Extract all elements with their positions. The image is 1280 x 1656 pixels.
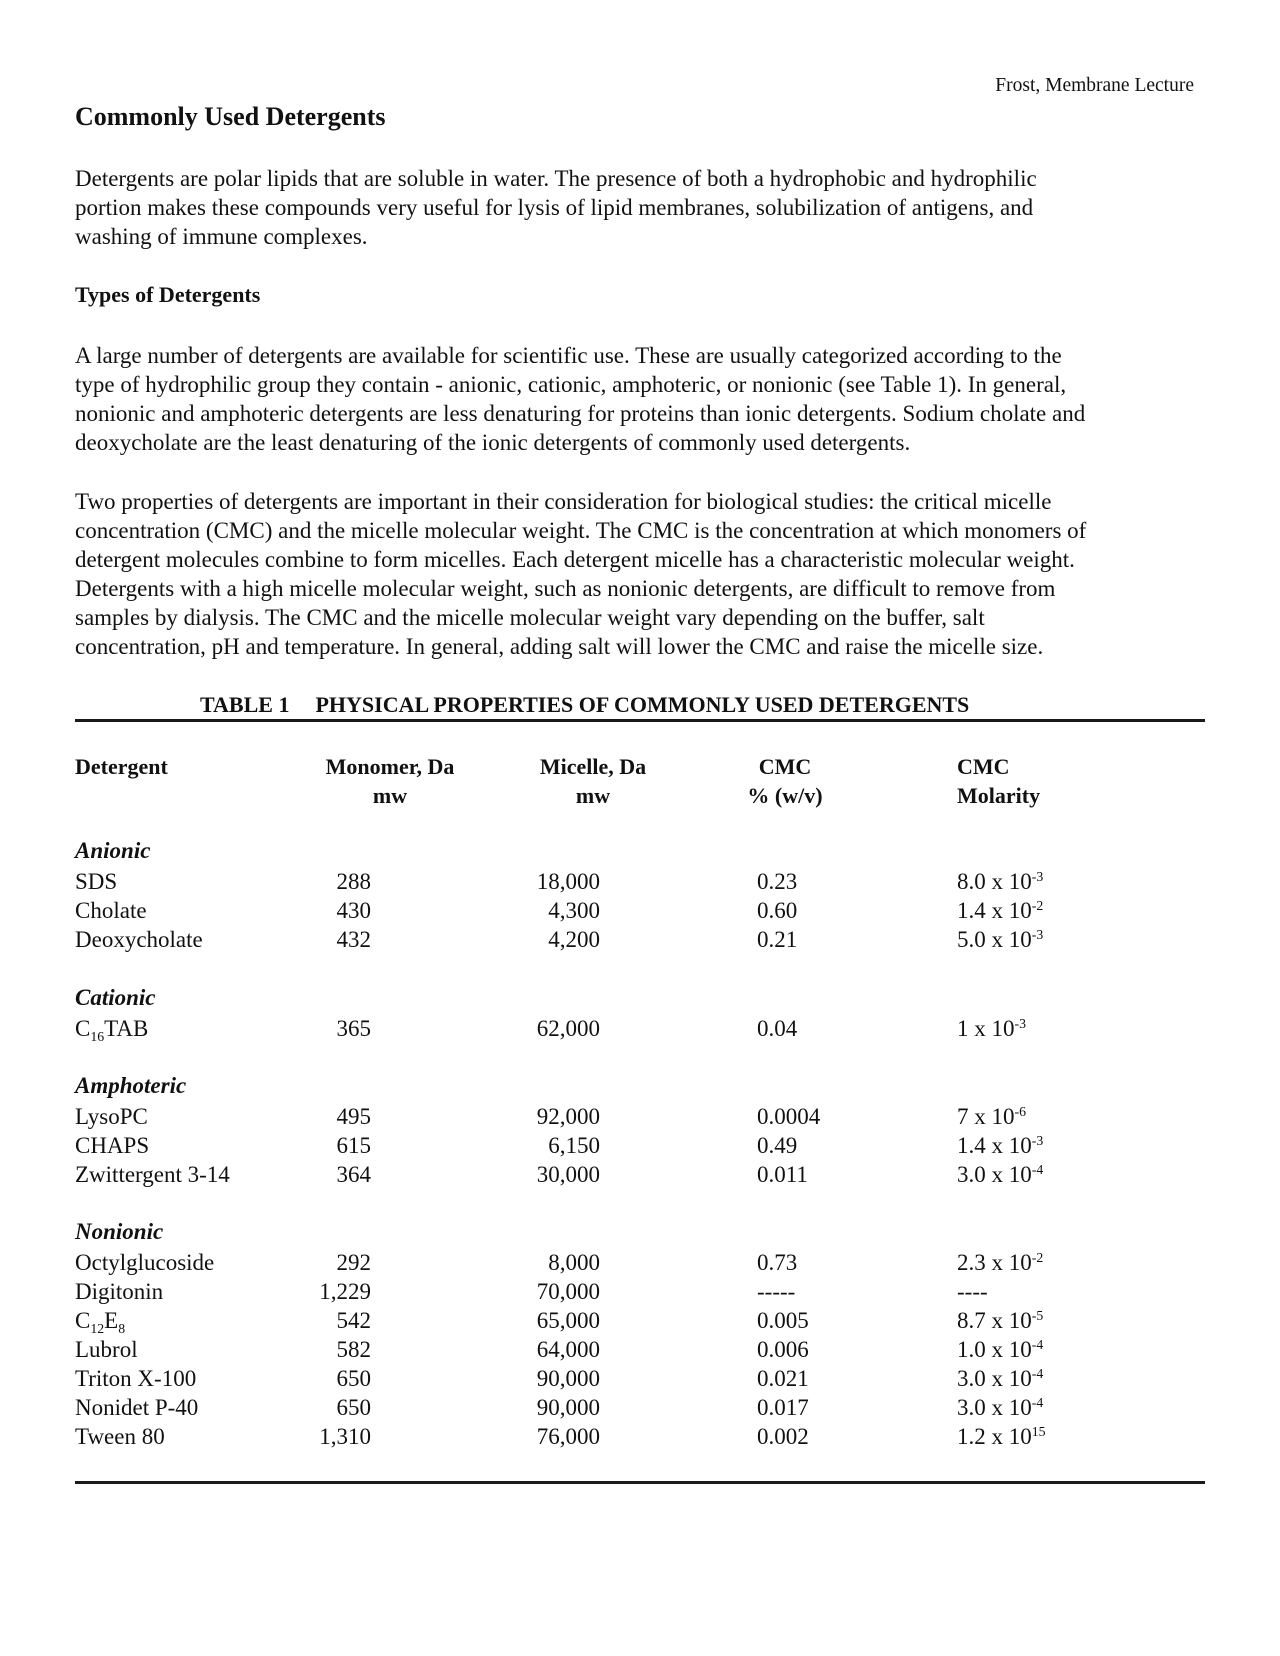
page-title: Commonly Used Detergents <box>75 102 386 131</box>
table-row <box>0 925 1280 954</box>
detergent-name: SDS <box>75 869 118 894</box>
micelle-mw: 6,150 <box>548 1133 600 1158</box>
detergent-name: Cholate <box>75 898 147 923</box>
group-heading-cationic: Cationic <box>75 985 156 1010</box>
text-line: concentration, pH and temperature. In general, adding salt will lower the CMC and raise the micelle size. <box>75 634 1044 659</box>
monomer-mw: 650 <box>336 1366 371 1391</box>
detergent-name: LysoPC <box>75 1104 148 1129</box>
table-bottom-rule <box>75 1481 1205 1484</box>
table-row <box>0 1102 1280 1131</box>
monomer-mw: 288 <box>336 869 371 894</box>
cmc-molarity: 8.0 x $10^{-3}$ <box>957 868 1044 894</box>
text-line: Detergents are polar lipids that are soluble in water. The presence of both a hydrophobic and hydrophilic <box>75 166 1037 191</box>
cmc-molarity: 1 x $10^{-3}$ <box>957 1015 1026 1041</box>
table-row <box>0 1364 1280 1393</box>
cmc-molarity: ---- <box>957 1279 988 1304</box>
micelle-mw: 64,000 <box>536 1337 600 1362</box>
table-row <box>0 1422 1280 1451</box>
column-header-micelle: Micelle, Da mw <box>539 754 647 808</box>
table-row <box>0 1160 1280 1189</box>
cmc-percent: 0.73 <box>757 1250 798 1275</box>
micelle-mw: 30,000 <box>536 1162 600 1187</box>
monomer-mw: 650 <box>336 1395 371 1420</box>
cmc-percent: 0.005 <box>757 1308 809 1333</box>
cmc-percent: 0.23 <box>757 869 798 894</box>
table-row <box>0 1335 1280 1364</box>
cmc-molarity: 1.4 x $10^{-2}$ <box>957 897 1044 923</box>
monomer-mw: 430 <box>336 898 371 923</box>
micelle-mw: 76,000 <box>536 1424 600 1449</box>
micelle-mw: 90,000 <box>536 1395 600 1420</box>
group-heading-nonionic: Nonionic <box>75 1219 164 1244</box>
cmc-percent: ----- <box>757 1279 796 1304</box>
types-paragraph-1 <box>75 341 1215 457</box>
detergent-name: Lubrol <box>75 1337 138 1362</box>
table-row <box>0 1131 1280 1160</box>
monomer-mw: 542 <box>336 1308 371 1333</box>
types-paragraph-2 <box>75 487 1215 661</box>
text-line: concentration (CMC) and the micelle molecular weight. The CMC is the concentration at which monomers of <box>75 518 1087 543</box>
cmc-molarity: 1.2 x $10^{15}$ <box>957 1423 1046 1449</box>
detergent-name: Deoxycholate <box>75 927 203 952</box>
detergent-name: $C_{16}TAB$ <box>75 1016 149 1044</box>
cmc-molarity: 1.4 x $10^{-3}$ <box>957 1132 1044 1158</box>
cmc-molarity: 8.7 x $10^{-5}$ <box>957 1307 1044 1333</box>
micelle-mw: 70,000 <box>536 1279 600 1304</box>
cmc-percent: 0.49 <box>757 1133 798 1158</box>
group-heading-amphoteric: Amphoteric <box>75 1073 187 1098</box>
table-row <box>0 867 1280 896</box>
text-line: washing of immune complexes. <box>75 224 368 249</box>
detergent-name: Zwittergent 3-14 <box>75 1162 230 1187</box>
text-line: Detergents with a high micelle molecular weight, such as nonionic detergents, are difficult to remove from <box>75 576 1056 601</box>
micelle-mw: 65,000 <box>536 1308 600 1333</box>
text-line: A large number of detergents are available for scientific use. These are usually categorized according to the <box>75 343 1062 368</box>
cmc-molarity: 3.0 x $10^{-4}$ <box>957 1394 1044 1420</box>
micelle-mw: 4,300 <box>548 898 600 923</box>
detergent-name: Tween 80 <box>75 1424 165 1449</box>
cmc-percent: 0.011 <box>757 1162 808 1187</box>
text-line: samples by dialysis. The CMC and the micelle molecular weight vary depending on the buffer, salt <box>75 605 985 630</box>
micelle-mw: 62,000 <box>536 1016 600 1041</box>
table-row <box>0 1248 1280 1277</box>
cmc-molarity: 2.3 x $10^{-2}$ <box>957 1249 1044 1275</box>
cmc-percent: 0.006 <box>757 1337 809 1362</box>
intro-paragraph <box>75 164 1215 251</box>
micelle-mw: 4,200 <box>548 927 600 952</box>
text-line: Two properties of detergents are important in their consideration for biological studies: the critical micelle <box>75 489 1052 514</box>
running-head: Frost, Membrane Lecture <box>995 75 1194 96</box>
group-heading-anionic: Anionic <box>75 838 151 863</box>
text-line: portion makes these compounds very useful for lysis of lipid membranes, solubilization of antigens, and <box>75 195 1034 220</box>
cmc-percent: 0.002 <box>757 1424 809 1449</box>
monomer-mw: 1,310 <box>319 1424 371 1449</box>
cmc-percent: 0.60 <box>757 898 798 923</box>
table-top-rule <box>75 719 1205 722</box>
text-line: deoxycholate are the least denaturing of the ionic detergents of commonly used detergents. <box>75 430 911 455</box>
monomer-mw: 292 <box>336 1250 371 1275</box>
micelle-mw: 92,000 <box>536 1104 600 1129</box>
table-label: TABLE 1 <box>200 692 290 717</box>
monomer-mw: 364 <box>336 1162 371 1187</box>
cmc-percent: 0.04 <box>757 1016 798 1041</box>
section-heading-types: Types of Detergents <box>75 282 261 307</box>
table-row <box>0 1277 1280 1306</box>
table-caption-text: PHYSICAL PROPERTIES OF COMMONLY USED DETERGENTS <box>315 692 970 717</box>
micelle-mw: 18,000 <box>536 869 600 894</box>
cmc-molarity: 5.0 x $10^{-3}$ <box>957 926 1044 952</box>
detergent-name: Triton X-100 <box>75 1366 197 1391</box>
monomer-mw: 615 <box>336 1133 371 1158</box>
detergent-name: CHAPS <box>75 1133 150 1158</box>
monomer-mw: 365 <box>336 1016 371 1041</box>
column-header-cmc-molarity: CMC Molarity <box>957 754 1041 808</box>
text-line: nonionic and amphoteric detergents are less denaturing for proteins than ionic detergents. Sodium cholate and <box>75 401 1086 426</box>
cmc-percent: 0.21 <box>757 927 798 952</box>
text-line: detergent molecules combine to form micelles. Each detergent micelle has a characteristic molecular weight. <box>75 547 1075 572</box>
cmc-molarity: 3.0 x $10^{-4}$ <box>957 1365 1044 1391</box>
micelle-mw: 8,000 <box>548 1250 600 1275</box>
cmc-percent: 0.0004 <box>757 1104 821 1129</box>
cmc-molarity: 7 x $10^{-6}$ <box>957 1103 1026 1129</box>
monomer-mw: 432 <box>336 927 371 952</box>
monomer-mw: 582 <box>336 1337 371 1362</box>
cmc-percent: 0.021 <box>757 1366 809 1391</box>
detergent-name: Octylglucoside <box>75 1250 215 1275</box>
table-row <box>0 1014 1280 1043</box>
text-line: type of hydrophilic group they contain - anionic, cationic, amphoteric, or nonionic (see Table 1). In general, <box>75 372 1067 397</box>
table-row <box>0 1306 1280 1335</box>
column-header-cmc-percent: CMC % (w/v) <box>747 754 823 808</box>
cmc-percent: 0.017 <box>757 1395 809 1420</box>
cmc-molarity: 1.0 x $10^{-4}$ <box>957 1336 1044 1362</box>
table-row <box>0 896 1280 925</box>
table-caption <box>200 692 969 718</box>
detergent-name: Nonidet P-40 <box>75 1395 199 1420</box>
cmc-molarity: 3.0 x $10^{-4}$ <box>957 1161 1044 1187</box>
micelle-mw: 90,000 <box>536 1366 600 1391</box>
detergent-name: $C_{12}E_8$ <box>75 1308 126 1336</box>
table-row <box>0 1393 1280 1422</box>
monomer-mw: 495 <box>336 1104 371 1129</box>
detergent-name: Digitonin <box>75 1279 164 1304</box>
monomer-mw: 1,229 <box>319 1279 371 1304</box>
column-header-monomer: Monomer, Da mw <box>325 754 455 808</box>
column-header-detergent: Detergent <box>75 754 168 779</box>
